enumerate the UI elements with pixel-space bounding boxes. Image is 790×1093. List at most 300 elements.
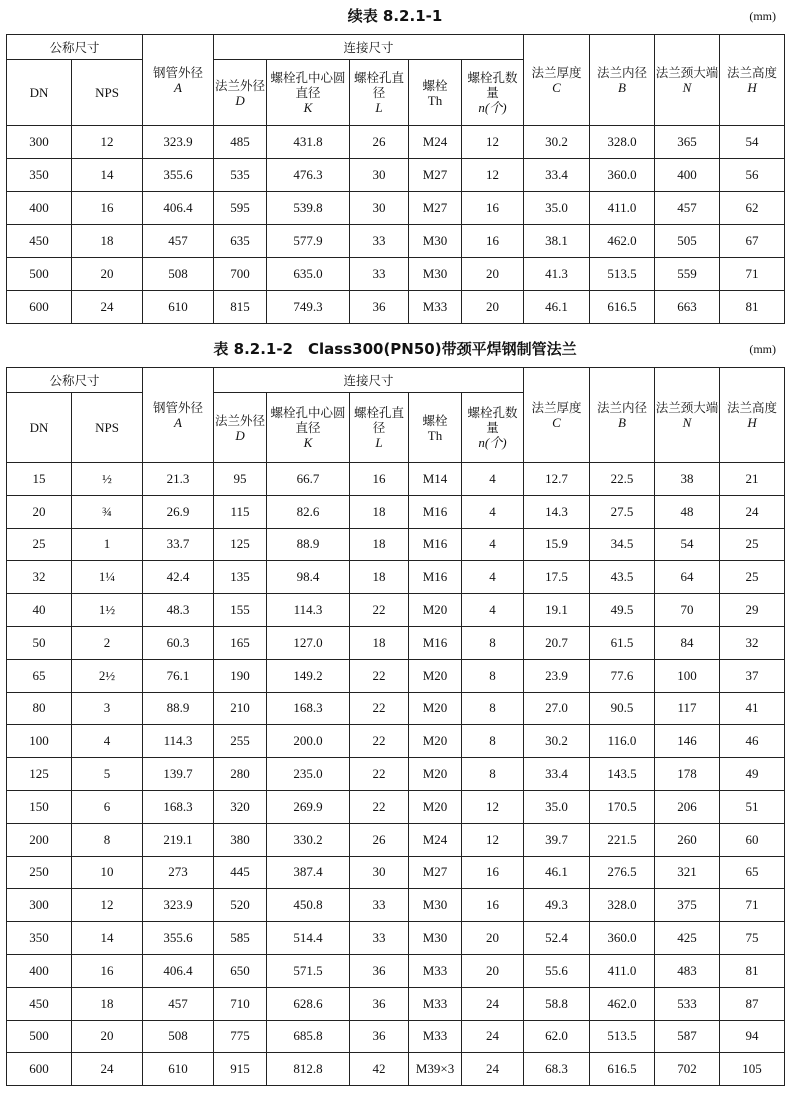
table-cell: 411.0 [590,954,655,987]
table-cell: 500 [7,258,72,291]
table-cell: M20 [409,692,462,725]
table-cell: 42 [350,1053,409,1086]
table-row [7,291,785,324]
table-cell: 81 [720,954,785,987]
table-cell: 146 [655,725,720,758]
table-cell: 485 [214,126,267,159]
table-cell: 20.7 [524,626,590,659]
table-cell: 54 [655,528,720,561]
table-cell: 21 [720,463,785,496]
table-cell: 15 [7,463,72,496]
table-cell: 513.5 [590,1020,655,1053]
table-cell: 33.4 [524,159,590,192]
table1-caption [0,5,790,27]
table-cell: 749.3 [267,291,350,324]
table-cell: 300 [7,889,72,922]
table-cell: 75 [720,922,785,955]
table-cell: 533 [655,987,720,1020]
pipe-od-header: 钢管外径 A [143,368,214,463]
table-cell: 350 [7,922,72,955]
table-cell: 200 [7,823,72,856]
table-cell: 400 [7,954,72,987]
table-cell: 1 [72,528,143,561]
table-cell: M33 [409,291,462,324]
table-cell: 26 [350,823,409,856]
table-cell: 71 [720,258,785,291]
table-cell: 18 [72,225,143,258]
table-cell: 51 [720,790,785,823]
table-cell: 37 [720,659,785,692]
table-cell: 60 [720,823,785,856]
table-cell: 273 [143,856,214,889]
thickness-header: 法兰厚度 C [524,35,590,126]
table1-unit: (mm) [749,9,776,23]
nominal-size-header: 公称尺寸 [7,35,143,60]
nps-header: NPS [72,393,143,463]
table-cell: 18 [350,626,409,659]
table-cell: 29 [720,594,785,627]
table-cell: 18 [350,561,409,594]
table-cell: 16 [72,192,143,225]
table-cell: 52.4 [524,922,590,955]
table-cell: 21.3 [143,463,214,496]
table-cell: 4 [462,463,524,496]
table1-header [7,35,785,126]
table-cell: 190 [214,659,267,692]
table-cell: 206 [655,790,720,823]
table-cell: 155 [214,594,267,627]
table-cell: 539.8 [267,192,350,225]
table-cell: 25 [7,528,72,561]
table-cell: 445 [214,856,267,889]
table-cell: 30 [350,856,409,889]
table-cell: 8 [462,725,524,758]
table-row [7,463,785,496]
table-cell: 5 [72,758,143,791]
table-cell: 300 [7,126,72,159]
table-cell: 14 [72,159,143,192]
table-cell: 26.9 [143,495,214,528]
table-cell: 116.0 [590,725,655,758]
table-cell: 36 [350,291,409,324]
table-row [7,889,785,922]
table-cell: 710 [214,987,267,1020]
dn-header: DN [7,60,72,126]
table-cell: 200.0 [267,725,350,758]
table-cell: 12 [462,790,524,823]
table-cell: 400 [655,159,720,192]
table-cell: 127.0 [267,626,350,659]
table-cell: 450 [7,987,72,1020]
table-cell: M16 [409,528,462,561]
table-cell: 260 [655,823,720,856]
table-cell: 84 [655,626,720,659]
table-row [7,1020,785,1053]
table-cell: 355.6 [143,922,214,955]
table-cell: 600 [7,291,72,324]
table-cell: 87 [720,987,785,1020]
table-row [7,1053,785,1086]
table-cell: 49 [720,758,785,791]
table1-body [7,126,785,324]
table-cell: 250 [7,856,72,889]
bolt-hole-header: 螺栓孔直径 L [350,393,409,463]
table-row [7,659,785,692]
table-row [7,258,785,291]
table2-caption [0,338,790,360]
table1-title: 续表 8.2.1-1 [347,7,443,25]
bolt-circle-header: 螺栓孔中心圆直径 K [267,393,350,463]
table-cell: M30 [409,922,462,955]
table-cell: 27.5 [590,495,655,528]
table1 [6,34,785,324]
neck-header: 法兰颈大端 N [655,368,720,463]
table-cell: 33 [350,225,409,258]
bolt-hole-header: 螺栓孔直径 L [350,60,409,126]
table-row [7,823,785,856]
table-cell: 15.9 [524,528,590,561]
table-cell: 54 [720,126,785,159]
table-cell: 483 [655,954,720,987]
pipe-od-header: 钢管外径 A [143,35,214,126]
table-cell: 323.9 [143,126,214,159]
table-cell: 12 [72,126,143,159]
table-cell: 62 [720,192,785,225]
table-cell: 535 [214,159,267,192]
table-cell: 10 [72,856,143,889]
table-cell: 168.3 [267,692,350,725]
table-cell: M33 [409,954,462,987]
table-row [7,790,785,823]
bolt-count-header: 螺栓孔数量 n(个) [462,60,524,126]
table-cell: 24 [72,1053,143,1086]
table-cell: 12 [462,159,524,192]
table-cell: 4 [72,725,143,758]
table-cell: 60.3 [143,626,214,659]
table-row [7,856,785,889]
table-row [7,594,785,627]
table-cell: 34.5 [590,528,655,561]
table-cell: 30 [350,192,409,225]
table-cell: 20 [462,291,524,324]
table-cell: 406.4 [143,192,214,225]
table-cell: 105 [720,1053,785,1086]
table-cell: 42.4 [143,561,214,594]
table2-header [7,368,785,463]
table-cell: 520 [214,889,267,922]
table-cell: 33.4 [524,758,590,791]
table-cell: 685.8 [267,1020,350,1053]
inner-dia-header: 法兰内径 B [590,368,655,463]
table-cell: 462.0 [590,225,655,258]
table-cell: 595 [214,192,267,225]
connection-header: 连接尺寸 [214,368,524,393]
table-cell: M16 [409,561,462,594]
table-cell: 41.3 [524,258,590,291]
table-cell: 17.5 [524,561,590,594]
table-cell: M30 [409,889,462,922]
table-cell: 71 [720,889,785,922]
table-cell: 508 [143,1020,214,1053]
table-cell: 24 [462,1020,524,1053]
table-cell: 66.7 [267,463,350,496]
table-cell: 16 [462,856,524,889]
table-cell: 812.8 [267,1053,350,1086]
table-cell: 3 [72,692,143,725]
table-cell: 16 [462,225,524,258]
table-cell: 450.8 [267,889,350,922]
table-cell: 58.8 [524,987,590,1020]
table-cell: 610 [143,291,214,324]
table-cell: M27 [409,192,462,225]
table-cell: 115 [214,495,267,528]
table-cell: 38 [655,463,720,496]
table-cell: 49.5 [590,594,655,627]
table-cell: 114.3 [143,725,214,758]
table-cell: 150 [7,790,72,823]
table-cell: M16 [409,626,462,659]
table-cell: 280 [214,758,267,791]
table-cell: 406.4 [143,954,214,987]
thickness-header: 法兰厚度 C [524,368,590,463]
table-cell: 411.0 [590,192,655,225]
table-cell: M33 [409,1020,462,1053]
table-row [7,725,785,758]
table-cell: 143.5 [590,758,655,791]
table-cell: 219.1 [143,823,214,856]
table-cell: 1¼ [72,561,143,594]
table-cell: 62.0 [524,1020,590,1053]
table-cell: 24 [462,987,524,1020]
table-cell: 22 [350,594,409,627]
table-cell: 117 [655,692,720,725]
height-header: 法兰高度 H [720,35,785,126]
table-cell: 221.5 [590,823,655,856]
table-cell: 135 [214,561,267,594]
table-cell: 12 [462,126,524,159]
table-cell: 18 [350,495,409,528]
table-cell: 255 [214,725,267,758]
table-cell: ½ [72,463,143,496]
table-row [7,758,785,791]
bolt-count-header: 螺栓孔数量 n(个) [462,393,524,463]
table-cell: M20 [409,659,462,692]
table-cell: 365 [655,126,720,159]
table-cell: 55.6 [524,954,590,987]
table-cell: 114.3 [267,594,350,627]
table-cell: 25 [720,528,785,561]
table-cell: 22.5 [590,463,655,496]
table-cell: 95 [214,463,267,496]
table-cell: 18 [72,987,143,1020]
table-cell: 375 [655,889,720,922]
table-cell: 320 [214,790,267,823]
table-cell: 36 [350,954,409,987]
table-cell: 513.5 [590,258,655,291]
table-cell: 65 [720,856,785,889]
table-cell: 33 [350,258,409,291]
table-cell: 94 [720,1020,785,1053]
table-cell: 25 [720,561,785,594]
table-cell: 23.9 [524,659,590,692]
table-cell: M20 [409,758,462,791]
table-cell: 32 [7,561,72,594]
table-cell: 650 [214,954,267,987]
table-cell: 587 [655,1020,720,1053]
table-cell: 400 [7,192,72,225]
table-cell: 46.1 [524,291,590,324]
table-cell: 360.0 [590,922,655,955]
table-cell: 100 [655,659,720,692]
table-cell: 635 [214,225,267,258]
table-cell: 81 [720,291,785,324]
table-cell: 82.6 [267,495,350,528]
table-cell: 30.2 [524,126,590,159]
table-cell: ¾ [72,495,143,528]
bolt-header: 螺栓 Th [409,60,462,126]
table-cell: 16 [462,192,524,225]
table-cell: 610 [143,1053,214,1086]
table-cell: 26 [350,126,409,159]
table-cell: 2½ [72,659,143,692]
table-cell: 20 [7,495,72,528]
table-cell: 514.4 [267,922,350,955]
table-row [7,528,785,561]
nominal-size-header: 公称尺寸 [7,368,143,393]
table-cell: 14.3 [524,495,590,528]
table-cell: 16 [350,463,409,496]
table-cell: 323.9 [143,889,214,922]
table-row [7,626,785,659]
table-cell: 30.2 [524,725,590,758]
table-cell: 46 [720,725,785,758]
table-cell: 508 [143,258,214,291]
table-cell: 24 [462,1053,524,1086]
table-cell: 22 [350,692,409,725]
table-cell: M39×3 [409,1053,462,1086]
table-cell: 8 [462,758,524,791]
table-cell: 815 [214,291,267,324]
table-cell: 4 [462,495,524,528]
nps-header: NPS [72,60,143,126]
table-cell: 178 [655,758,720,791]
table-cell: 50 [7,626,72,659]
table-cell: 635.0 [267,258,350,291]
table-cell: 387.4 [267,856,350,889]
table-cell: 8 [462,626,524,659]
table-cell: 24 [72,291,143,324]
table-cell: 16 [72,954,143,987]
table-cell: 457 [143,225,214,258]
table-cell: 20 [462,954,524,987]
table-cell: 149.2 [267,659,350,692]
table-cell: 33 [350,922,409,955]
flange-od-header: 法兰外径 D [214,60,267,126]
table-cell: 600 [7,1053,72,1086]
table-cell: 500 [7,1020,72,1053]
table-cell: 36 [350,987,409,1020]
table-cell: 67 [720,225,785,258]
table-cell: 355.6 [143,159,214,192]
table-cell: 462.0 [590,987,655,1020]
table-cell: 48 [655,495,720,528]
table-cell: 20 [462,258,524,291]
table-cell: 328.0 [590,126,655,159]
table-row [7,561,785,594]
table2-unit: (mm) [749,342,776,356]
table-cell: 100 [7,725,72,758]
table-cell: 4 [462,561,524,594]
table-cell: 425 [655,922,720,955]
table-cell: M14 [409,463,462,496]
table-cell: 915 [214,1053,267,1086]
table-row [7,159,785,192]
table-cell: 616.5 [590,291,655,324]
table-cell: M27 [409,856,462,889]
table-cell: 1½ [72,594,143,627]
table-cell: 12 [72,889,143,922]
table-cell: 22 [350,659,409,692]
table-cell: 88.9 [143,692,214,725]
table-cell: 24 [720,495,785,528]
table-cell: 476.3 [267,159,350,192]
table-cell: 321 [655,856,720,889]
table-cell: M24 [409,823,462,856]
table-cell: 12.7 [524,463,590,496]
table2 [6,367,785,1086]
table-cell: 8 [72,823,143,856]
table-cell: 125 [7,758,72,791]
table-cell: 2 [72,626,143,659]
table-cell: 22 [350,790,409,823]
table-cell: 210 [214,692,267,725]
table-cell: 700 [214,258,267,291]
flange-od-header: 法兰外径 D [214,393,267,463]
table-cell: 64 [655,561,720,594]
table-cell: 330.2 [267,823,350,856]
table-row [7,922,785,955]
inner-dia-header: 法兰内径 B [590,35,655,126]
table-cell: 12 [462,823,524,856]
table-cell: 18 [350,528,409,561]
table-cell: 32 [720,626,785,659]
table-cell: 350 [7,159,72,192]
table-row [7,495,785,528]
table-cell: 56 [720,159,785,192]
table-cell: M20 [409,790,462,823]
table-cell: 39.7 [524,823,590,856]
neck-header: 法兰颈大端 N [655,35,720,126]
table-cell: M20 [409,725,462,758]
bolt-header: 螺栓 Th [409,393,462,463]
table-cell: 380 [214,823,267,856]
table-cell: 628.6 [267,987,350,1020]
table-cell: 20 [72,1020,143,1053]
table-cell: M24 [409,126,462,159]
table-cell: 68.3 [524,1053,590,1086]
table-cell: 616.5 [590,1053,655,1086]
table-cell: 30 [350,159,409,192]
table-row [7,192,785,225]
table-cell: 35.0 [524,790,590,823]
table2-title: 表 8.2.1-2 Class300(PN50)带颈平焊钢制管法兰 [213,340,577,358]
table-cell: 431.8 [267,126,350,159]
table-cell: 14 [72,922,143,955]
table-cell: 276.5 [590,856,655,889]
table-cell: 33 [350,889,409,922]
table-cell: 702 [655,1053,720,1086]
table-cell: 20 [462,922,524,955]
